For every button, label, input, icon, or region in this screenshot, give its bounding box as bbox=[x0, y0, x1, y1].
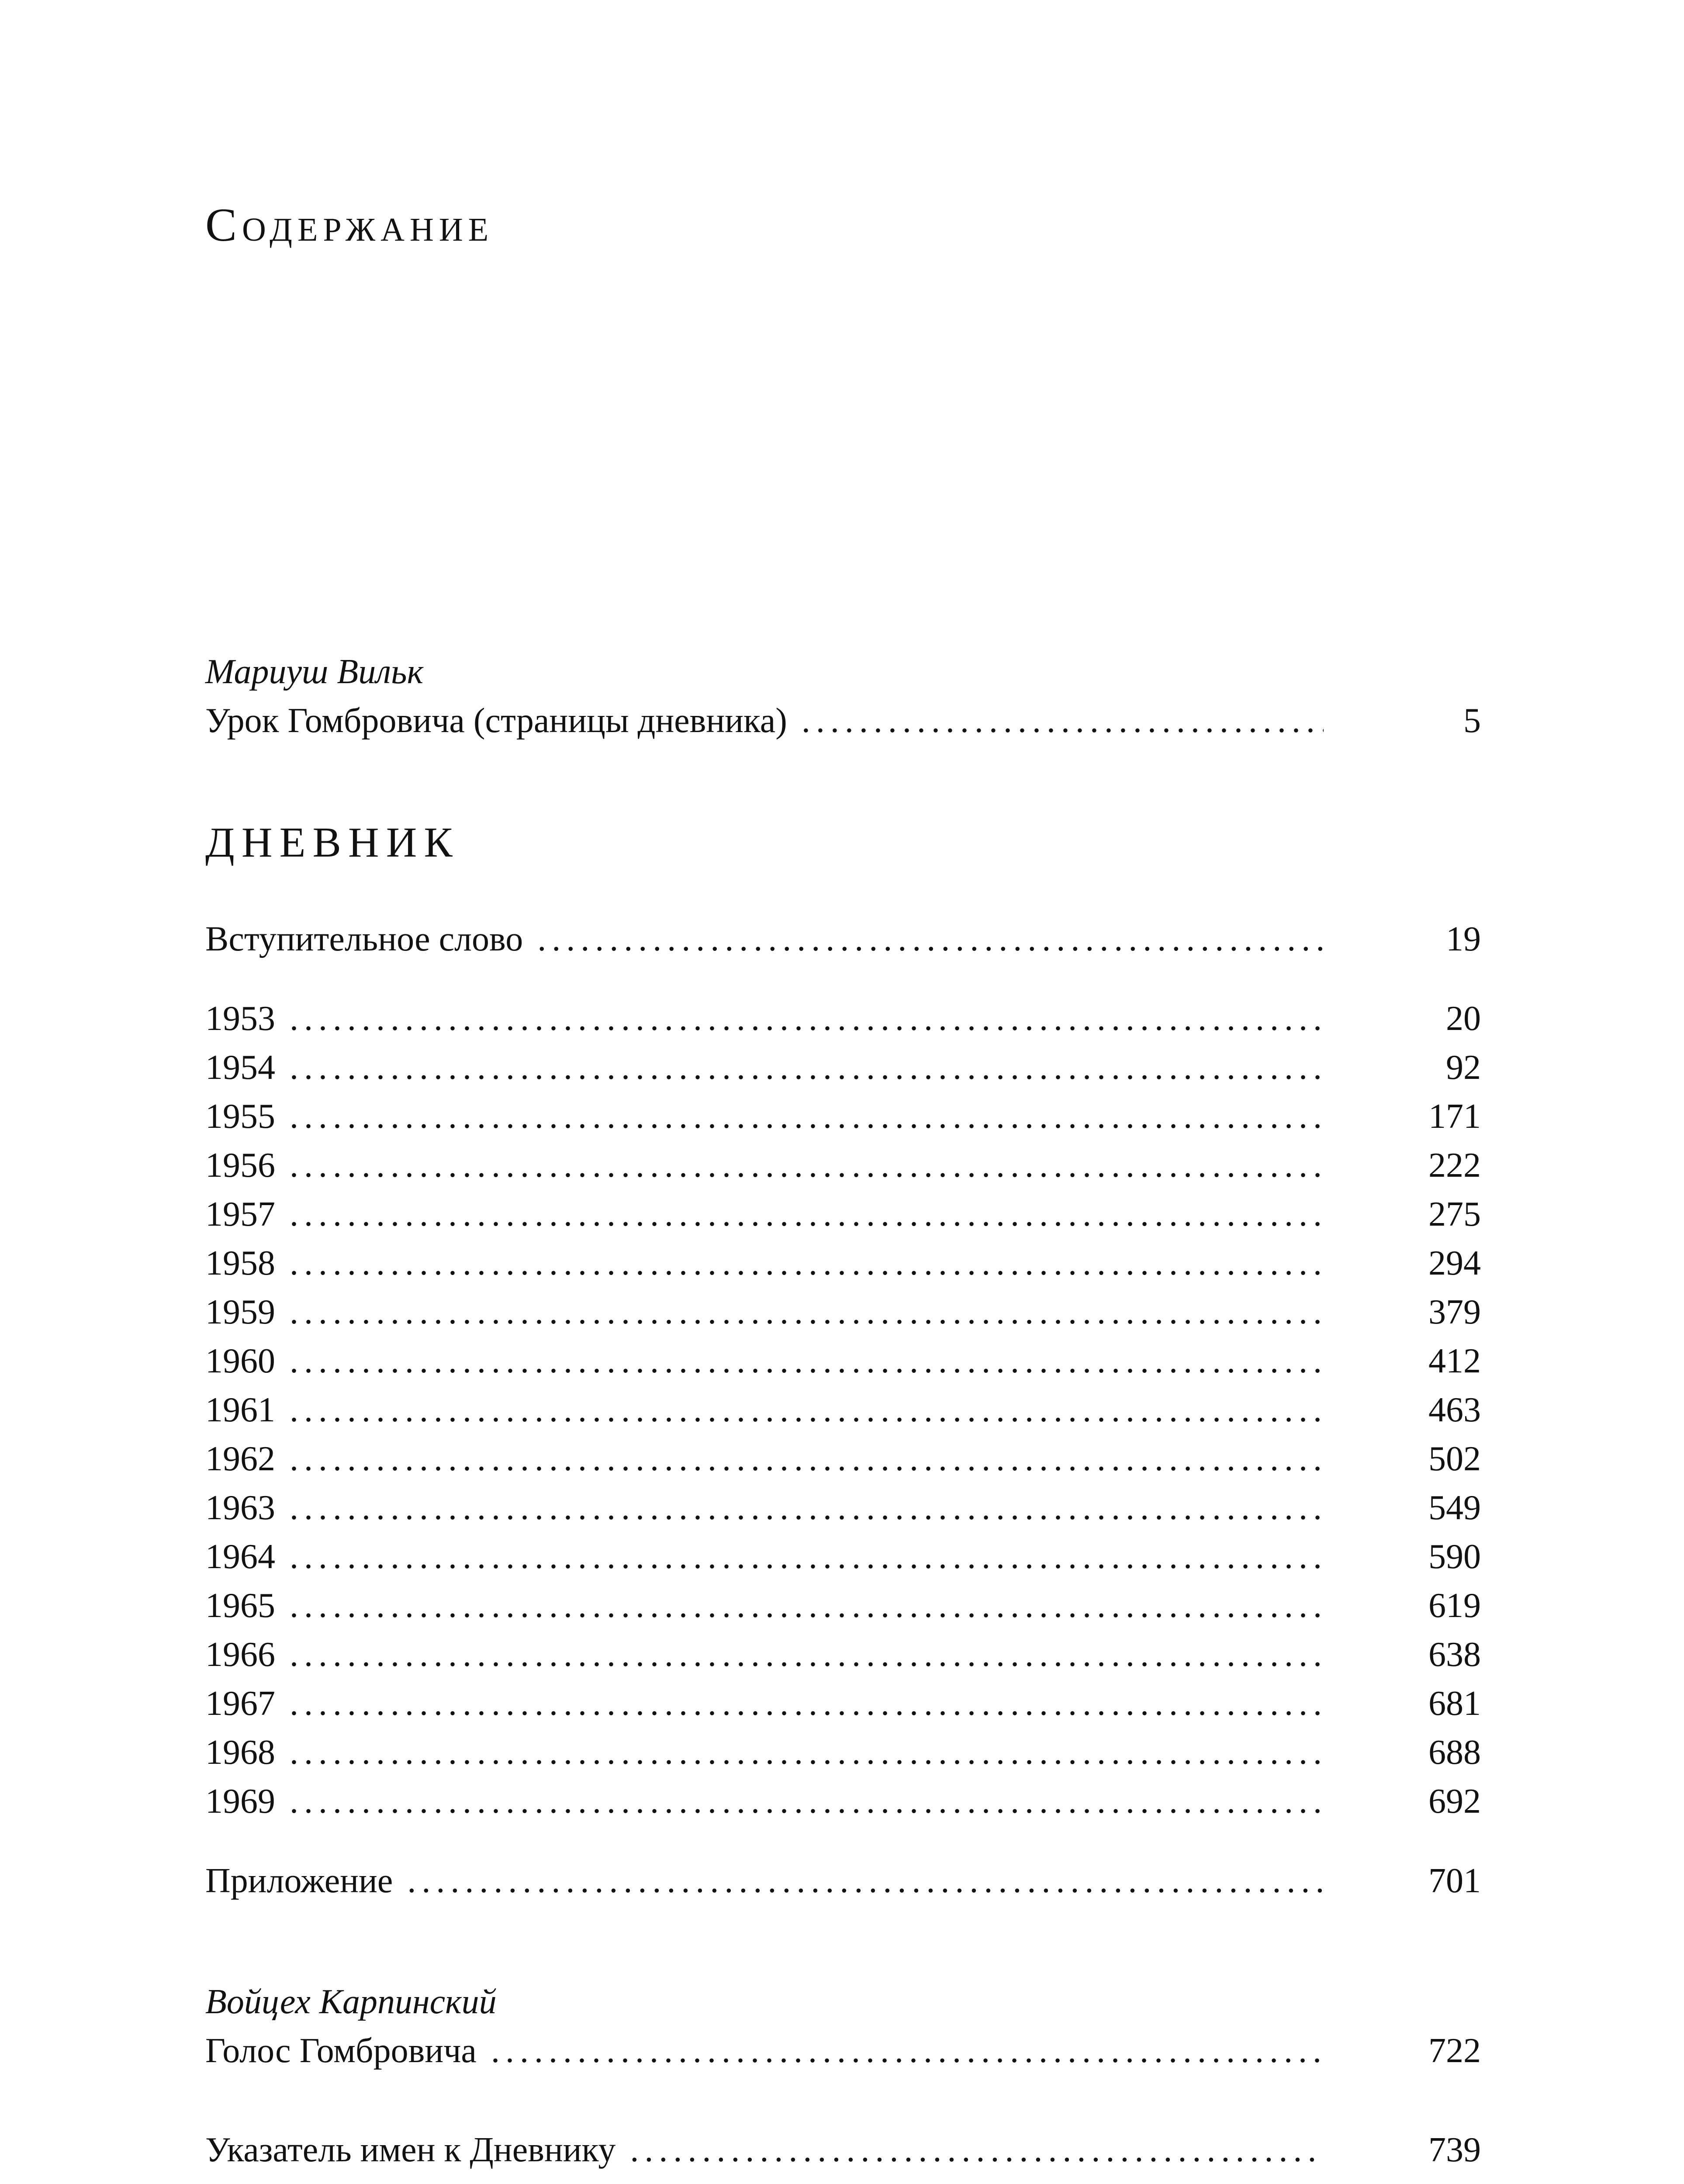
toc-entry-year[interactable] bbox=[205, 1241, 1481, 1285]
toc-entry-page: 92 bbox=[1446, 1048, 1481, 1087]
toc-entry-page: 463 bbox=[1428, 1391, 1481, 1429]
toc-entry-title: 1955 ..... bbox=[205, 1095, 1324, 1138]
toc-entry-title: 1957 ..... bbox=[205, 1192, 1324, 1236]
toc-entry-title: Приложение ..... bbox=[205, 1859, 1324, 1903]
toc-entry-year[interactable] bbox=[205, 1486, 1481, 1530]
toc-entry-year[interactable] bbox=[205, 1633, 1481, 1676]
toc-entry-page: 681 bbox=[1428, 1684, 1481, 1723]
toc-entry-year[interactable] bbox=[205, 1046, 1481, 1089]
toc-entry-title: 1954 ..... bbox=[205, 1046, 1324, 1089]
toc-entry-page: 171 bbox=[1428, 1097, 1481, 1136]
toc-entry-page: 638 bbox=[1428, 1635, 1481, 1674]
toc-entry-afterword[interactable] bbox=[205, 2029, 1481, 2073]
toc-entry-page: 688 bbox=[1428, 1733, 1481, 1772]
toc-entry-page: 502 bbox=[1428, 1440, 1481, 1478]
toc-entry-page: 5 bbox=[1463, 702, 1481, 740]
toc-entry-title: 1961 ..... bbox=[205, 1388, 1324, 1432]
toc-entry-title: 1962 ..... bbox=[205, 1437, 1324, 1481]
toc-entry-year[interactable] bbox=[205, 1731, 1481, 1774]
toc-entry-title: 1968 ..... bbox=[205, 1731, 1324, 1774]
toc-entry-title: 1965 ..... bbox=[205, 1584, 1324, 1628]
toc-entry-page: 20 bbox=[1446, 999, 1481, 1038]
toc-entry-title: 1960 ..... bbox=[205, 1339, 1324, 1383]
toc-entry-page: 19 bbox=[1446, 920, 1481, 958]
toc-entry-title: 1964 ..... bbox=[205, 1535, 1324, 1579]
toc-entry-title: Вступительное слово ..... bbox=[205, 917, 1324, 961]
toc-entry-year[interactable] bbox=[205, 1388, 1481, 1432]
toc-entry-page: 692 bbox=[1428, 1782, 1481, 1821]
toc-entry-title: 1966 ..... bbox=[205, 1633, 1324, 1676]
toc-entry-year[interactable] bbox=[205, 1535, 1481, 1579]
toc-entry-title: 1956 ..... bbox=[205, 1144, 1324, 1187]
toc-entry-page: 701 bbox=[1428, 1862, 1481, 1900]
toc-entry-year[interactable] bbox=[205, 1192, 1481, 1236]
toc-entry-year[interactable] bbox=[205, 997, 1481, 1040]
toc-entry-page: 739 bbox=[1428, 2131, 1481, 2169]
toc-entry-page: 412 bbox=[1428, 1342, 1481, 1380]
toc-entry-year[interactable] bbox=[205, 1584, 1481, 1628]
page-title: Содержание bbox=[205, 199, 494, 251]
toc-entry-year[interactable] bbox=[205, 1780, 1481, 1823]
toc-entry-index[interactable] bbox=[205, 2128, 1481, 2172]
section-title-diary: ДНЕВНИК bbox=[205, 819, 460, 866]
toc-entry-year[interactable] bbox=[205, 1290, 1481, 1334]
toc-entry-year[interactable] bbox=[205, 1437, 1481, 1481]
intro-author: Мариуш Вильк bbox=[205, 653, 423, 691]
toc-entry-page: 222 bbox=[1428, 1146, 1481, 1185]
toc-entry-page: 590 bbox=[1428, 1538, 1481, 1576]
toc-entry-title: Урок Гомбровича (страницы дневника) ..... bbox=[205, 699, 1324, 743]
toc-entry-title: 1953 ..... bbox=[205, 997, 1324, 1040]
toc-entry-title: 1959 ..... bbox=[205, 1290, 1324, 1334]
toc-entry-year[interactable] bbox=[205, 1339, 1481, 1383]
toc-entry-appendix[interactable] bbox=[205, 1859, 1481, 1903]
toc-entry-year[interactable] bbox=[205, 1144, 1481, 1187]
toc-entry-page: 294 bbox=[1428, 1244, 1481, 1282]
toc-entry-title: Указатель имен к Дневнику ..... bbox=[205, 2128, 1324, 2172]
toc-entry-page: 379 bbox=[1428, 1293, 1481, 1331]
toc-entry-title: 1963 ..... bbox=[205, 1486, 1324, 1530]
afterword-author: Войцех Карпинский bbox=[205, 1983, 497, 2021]
toc-entry-title: Голос Гомбровича ..... bbox=[205, 2029, 1324, 2073]
toc-entry-title: 1958 ..... bbox=[205, 1241, 1324, 1285]
toc-entry-page: 722 bbox=[1428, 2032, 1481, 2070]
toc-entry-year[interactable] bbox=[205, 1682, 1481, 1725]
toc-entry-title: 1969 ..... bbox=[205, 1780, 1324, 1823]
toc-entry-year[interactable] bbox=[205, 1095, 1481, 1138]
toc-entry-page: 549 bbox=[1428, 1489, 1481, 1527]
toc-entry-title: 1967 ..... bbox=[205, 1682, 1324, 1725]
toc-entry-page: 619 bbox=[1428, 1586, 1481, 1625]
toc-entry-intro[interactable] bbox=[205, 699, 1481, 743]
toc-entry-page: 275 bbox=[1428, 1195, 1481, 1234]
toc-entry-preface[interactable] bbox=[205, 917, 1481, 961]
